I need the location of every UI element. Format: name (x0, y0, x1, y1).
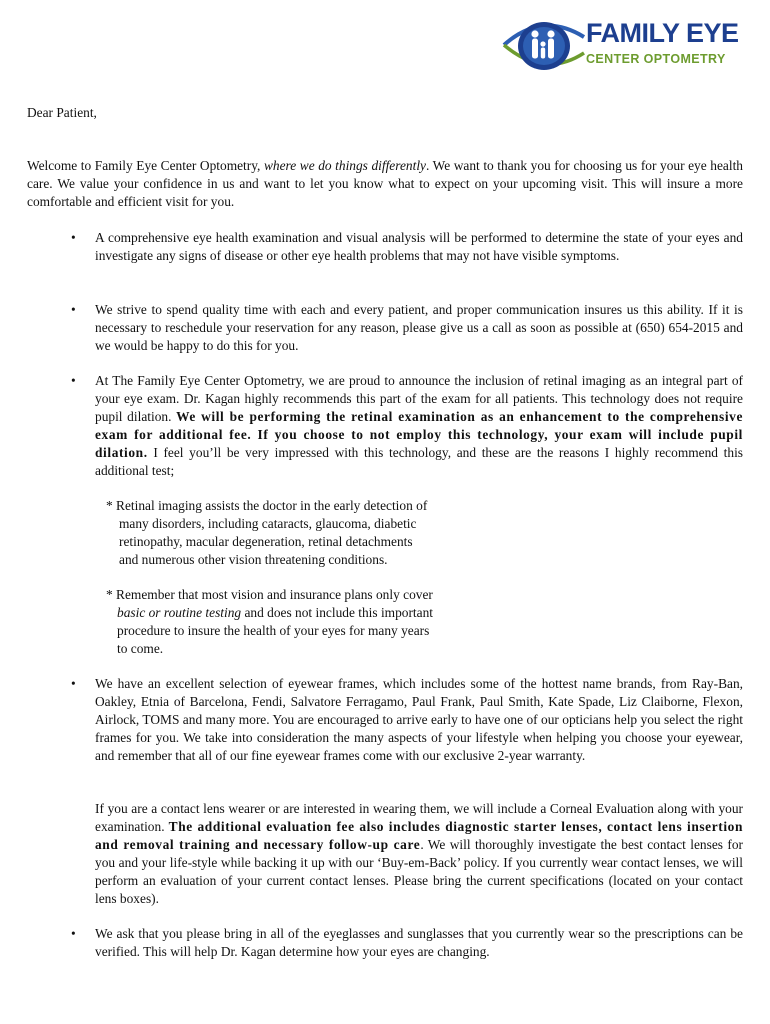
bullet-marker: • (71, 373, 76, 388)
contact-lens-fee-notice: The additional evaluation fee also includes diagnostic starter lenses, contact lens insertion and removal training and necessary follow-up care (95, 818, 743, 852)
logo-subtitle: CENTER OPTOMETRY (586, 52, 726, 66)
retinal-fee-notice: We will be performing the retinal examination as an enhancement to the comprehensive exam for additional fee. If you choose to not employ this technology, your exam will include pupil dilation. (95, 408, 744, 460)
note-insurance: * Remember that most vision and insurance plans only cover basic or routine testing and does not include this important procedure to insure the health of your eyes for many years to come. (106, 587, 434, 656)
bullet-bring-glasses: We ask that you please bring in all of the eyeglasses and sunglasses that you currently wear so the prescriptions can be verified. This will help Dr. Kagan determine how your eyes are changing. (95, 926, 743, 959)
bullet-marker: • (71, 926, 76, 941)
bullet-marker: • (71, 302, 76, 317)
contact-lens-paragraph: If you are a contact lens wearer or are interested in wearing them, we will include a Corneal Evaluation along with your examination. The additional evaluation fee also includes diagnostic starter lenses, contact lens insertion and removal training and necessary follow-up care. We will thoroughly investigate the best contact lenses for you and your life-style while backing it up with our ‘Buy-em-Back’ policy. If you currently wear contact lenses, we will perform an evaluation of your current contact lenses. Please bring the current specifications (located on your contact lens boxes). (95, 801, 744, 906)
eye-family-emblem-icon (502, 13, 586, 75)
bullet-retinal-imaging: At The Family Eye Center Optometry, we are proud to announce the inclusion of retinal imaging as an integral part of your eye exam. Dr. Kagan highly recommends this part of the exam for all patients. This technology does not require pupil dilation. We will be performing the retinal examination as an enhancement to the comprehensive exam for additional fee. If you choose to not employ this technology, your exam will include pupil dilation. I feel you’ll be very impressed with this technology, and these are the reasons I highly recommend this additional test; (95, 373, 744, 478)
bullet-reschedule: We strive to spend quality time with each and every patient, and proper communication insures us this ability. If it is necessary to reschedule your reservation for any reason, please give us a call as soon as possible at (650) 654-2015 and we would be happy to do this for you. (95, 302, 743, 353)
welcome-paragraph: Welcome to Family Eye Center Optometry, where we do things differently. We want to thank you for choosing us for your eye health care. We value your confidence in us and want to let you know what to expect on your upcoming visit. This will insure a more comfortable and efficient visit for you. (27, 158, 743, 209)
bullet-exam: A comprehensive eye health examination and visual analysis will be performed to determine the state of your eyes and investigate any signs of disease or other eye health problems that may not have visible symptoms. (95, 230, 743, 263)
bullet-marker: • (71, 230, 76, 245)
bullet-eyewear-frames: We have an excellent selection of eyewear frames, which includes some of the hottest name brands, from Ray-Ban, Oakley, Etnia of Barcelona, Fendi, Salvatore Ferragamo, Paul Frank, Paul Smith, Kate Spade, Liz Claiborne, Flexon, Airlock, TOMS and many more. You are encouraged to arrive early to have one of our opticians help you select the right frames for you. We take into consideration the many aspects of your lifestyle when helping you choose your eyewear, and remember that all of our fine eyewear frames come with our exclusive 2-year warranty. (95, 676, 743, 763)
family-eye-logo (502, 13, 739, 75)
greeting: Dear Patient, (27, 105, 97, 120)
welcome-emphasis: where we do things differently (263, 158, 426, 173)
note-retinal-imaging: * Retinal imaging assists the doctor in the early detection of many disorders, including cataracts, glaucoma, diabetic retinopathy, macular degeneration, retinal detachments and numerous other vision threatening conditions. (106, 498, 428, 567)
logo-title: FAMILY EYE (586, 18, 739, 48)
bullet-marker: • (71, 676, 76, 691)
